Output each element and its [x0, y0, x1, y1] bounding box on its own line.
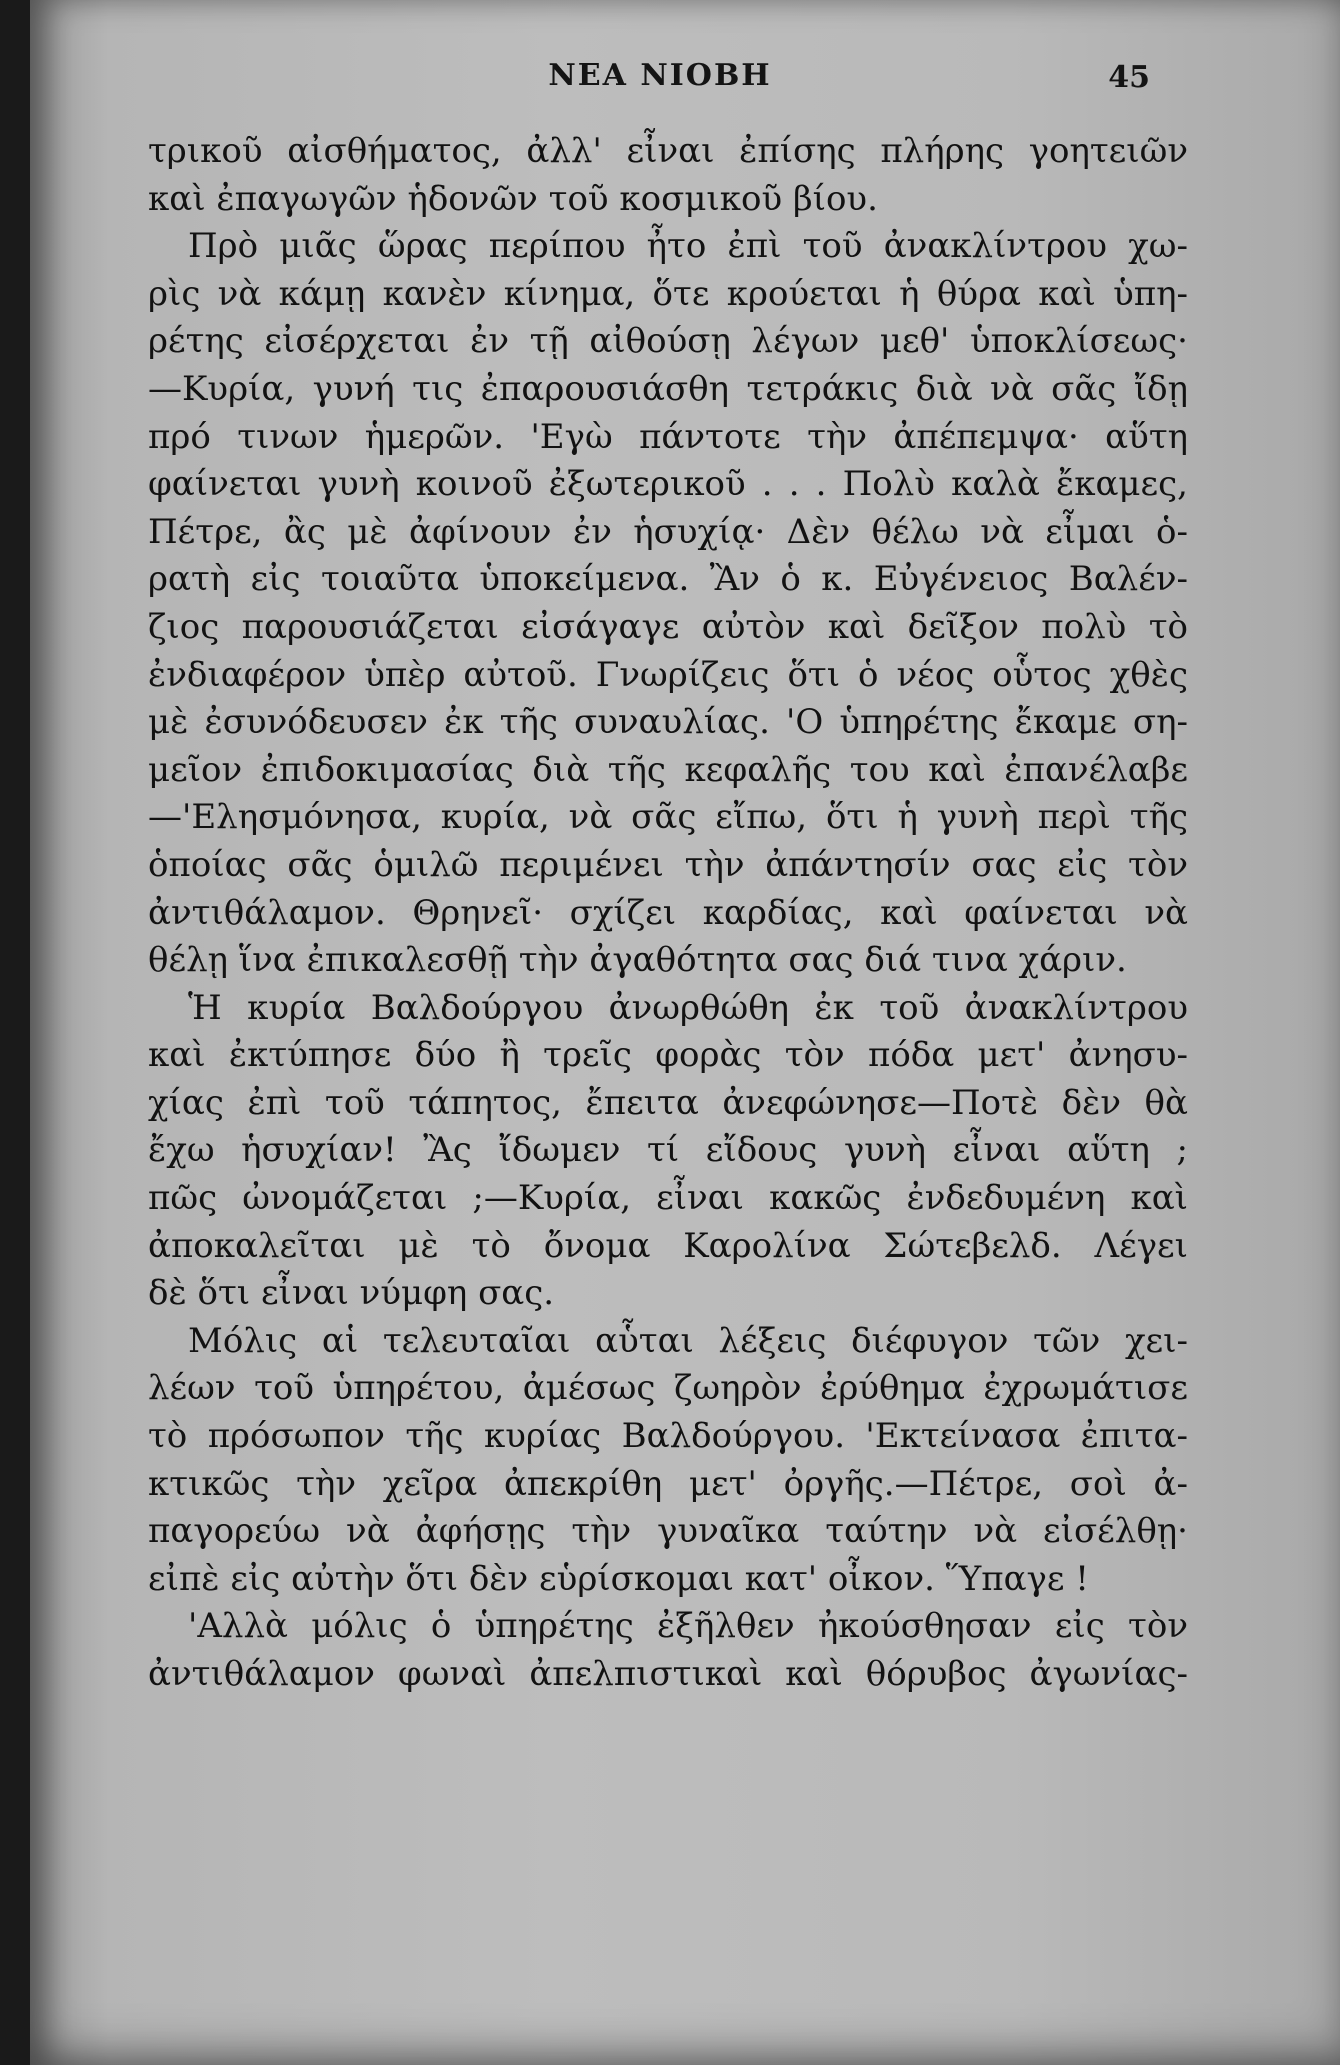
running-title: ΝΕΑ ΝΙΟΒΗ	[548, 58, 772, 93]
text-line: καὶ ἐπαγωγῶν ἡδονῶν τοῦ κοσμικοῦ βίου.	[148, 178, 878, 219]
text-line: ρέτης εἰσέρχεται ἐν τῇ αἰθούσῃ λέγων μεθ' ὑποκλίσεως·	[148, 321, 1188, 362]
text-line: —'Ελησμόνησα, κυρία, νὰ σᾶς εἴπω, ὅτι ἡ γυνὴ περὶ τῆς	[148, 797, 1188, 838]
text-line: μεῖον ἐπιδοκιμασίας διὰ τῆς κεφαλῆς του καὶ ἐπανέλαβε	[148, 749, 1188, 790]
text-line: ἔχω ἡσυχίαν! Ἂς ἴδωμεν τί εἴδους γυνὴ εἶναι αὕτη ;	[148, 1130, 1188, 1171]
text-line: ἀποκαλεῖται μὲ τὸ ὄνομα Καρολίνα Σώτεβελδ. Λέγει	[148, 1225, 1188, 1266]
text-line: ἀντιθάλαμον. Θρηνεῖ· σχίζει καρδίας, καὶ φαίνεται νὰ	[148, 892, 1188, 933]
text-line: φαίνεται γυνὴ κοινοῦ ἐξωτερικοῦ . . . Πολὺ καλὰ ἔκαμες,	[148, 464, 1188, 505]
text-line: ἐνδιαφέρον ὑπὲρ αὐτοῦ. Γνωρίζεις ὅτι ὁ νέος οὗτος χθὲς	[148, 654, 1188, 695]
page-number: 45	[1108, 60, 1150, 95]
text-line: ζιος παρουσιάζεται εἰσάγαγε αὐτὸν καὶ δεῖξον πολὺ τὸ	[148, 606, 1188, 647]
text-line: τρικοῦ αἰσθήματος, ἀλλ' εἶναι ἐπίσης πλήρης γοητειῶν	[148, 131, 1188, 171]
text-line: Μόλις αἱ τελευταῖαι αὗται λέξεις διέφυγον τῶν χει-	[188, 1320, 1188, 1361]
text-line: ἀντιθάλαμον φωναὶ ἀπελπιστικαὶ καὶ θόρυβος ἀγωνίας-	[148, 1654, 1188, 1694]
text-line: καὶ ἐκτύπησε δύο ἢ τρεῖς φορὰς τὸν πόδα μετ' ἀνησυ-	[148, 1035, 1188, 1076]
text-line: πρό τινων ἡμερῶν. 'Εγὼ πάντοτε τὴν ἀπέπεμψα· αὕτη	[148, 416, 1188, 457]
text-line: δὲ ὅτι εἶναι νύμφη σας.	[148, 1273, 555, 1314]
text-line: Πέτρε, ἂς μὲ ἀφίνουν ἐν ἡσυχίᾳ· Δὲν θέλω νὰ εἶμαι ὁ-	[148, 511, 1188, 552]
text-line: 'Αλλὰ μόλις ὁ ὑπηρέτης ἐξῆλθεν ἠκούσθησαν εἰς τὸν	[188, 1606, 1188, 1647]
text-line: πῶς ὠνομάζεται ;—Κυρία, εἶναι κακῶς ἐνδεδυμένη καὶ	[148, 1178, 1188, 1219]
text-line: εἰπὲ εἰς αὐτὴν ὅτι δὲν εὑρίσκομαι κατ' οἶκον. Ὕπαγε !	[148, 1558, 1089, 1599]
text-line: ρατὴ εἰς τοιαῦτα ὑποκείμενα. Ἂν ὁ κ. Εὐγένειος Βαλέν-	[148, 559, 1188, 600]
text-line: ρὶς νὰ κάμῃ κανὲν κίνημα, ὅτε κρούεται ἡ θύρα καὶ ὑπη-	[148, 273, 1188, 314]
text-line: Πρὸ μιᾶς ὥρας περίπου ἦτο ἐπὶ τοῦ ἀνακλίντρου χω-	[188, 226, 1188, 267]
text-line: κτικῶς τὴν χεῖρα ἀπεκρίθη μετ' ὀργῆς.—Πέτρε, σοὶ ἀ-	[148, 1463, 1188, 1504]
text-line: χίας ἐπὶ τοῦ τάπητος, ἔπειτα ἀνεφώνησε—Ποτὲ δὲν θὰ	[148, 1082, 1188, 1123]
text-line: —Κυρία, γυνή τις ἐπαρουσιάσθη τετράκις διὰ νὰ σᾶς ἴδῃ	[148, 368, 1188, 409]
text-line: παγορεύω νὰ ἀφήσῃς τὴν γυναῖκα ταύτην νὰ εἰσέλθῃ·	[148, 1511, 1188, 1552]
page-header	[150, 58, 1170, 108]
text-line: Ἡ κυρία Βαλδούργου ἀνωρθώθη ἐκ τοῦ ἀνακλίντρου	[188, 987, 1188, 1028]
book-page	[30, 0, 1340, 2065]
text-line: μὲ ἐσυνόδευσεν ἐκ τῆς συναυλίας. 'Ο ὑπηρέτης ἔκαμε ση-	[148, 702, 1188, 743]
text-line: ὁποίας σᾶς ὁμιλῶ περιμένει τὴν ἀπάντησίν σας εἰς τὸν	[148, 844, 1188, 885]
text-line: λέων τοῦ ὑπηρέτου, ἀμέσως ζωηρὸν ἐρύθημα ἐχρωμάτισε	[148, 1368, 1188, 1409]
body-text	[148, 128, 1188, 1699]
text-line: τὸ πρόσωπον τῆς κυρίας Βαλδούργου. 'Εκτείνασα ἐπιτα-	[148, 1416, 1188, 1457]
text-line: θέλῃ ἵνα ἐπικαλεσθῇ τὴν ἀγαθότητα σας διά τινα χάριν.	[148, 940, 1127, 981]
